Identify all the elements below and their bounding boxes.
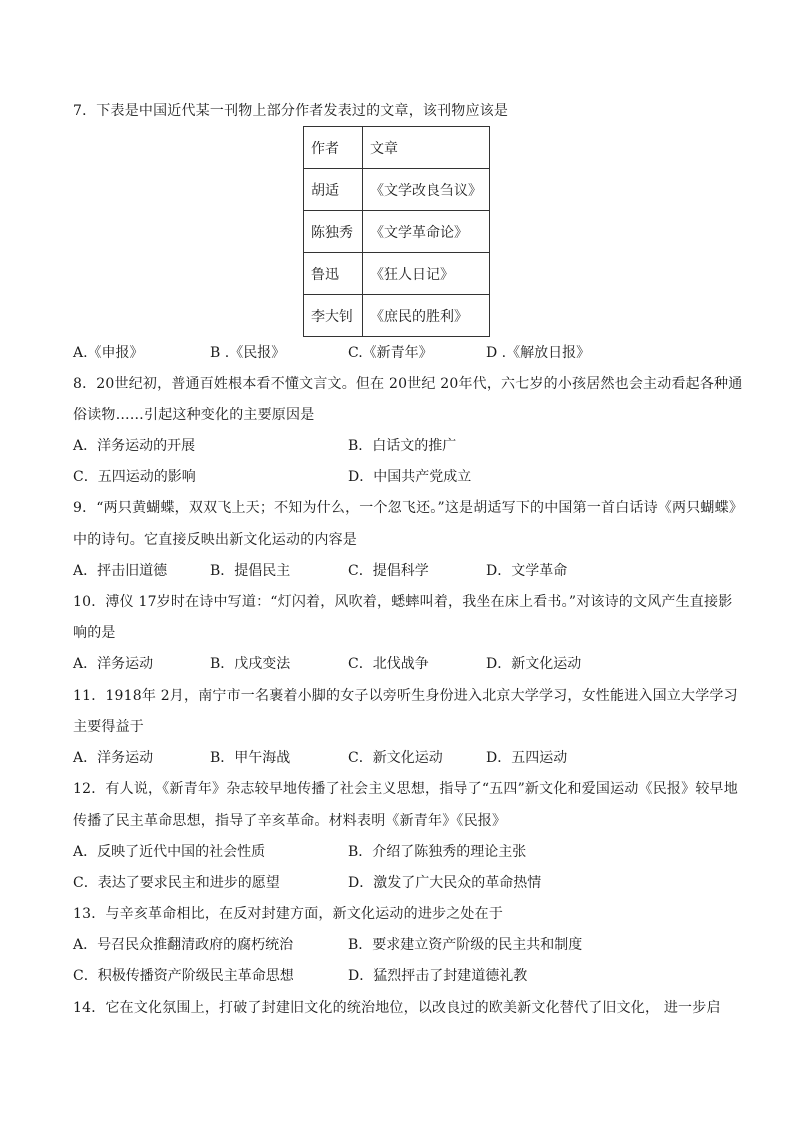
table-row bbox=[304, 295, 490, 337]
table-row bbox=[304, 253, 490, 295]
q8-option-d: D．中国共产党成立 bbox=[348, 469, 472, 485]
table-header-author: 作者 bbox=[304, 127, 363, 169]
question-8-stem-line-2: 俗读物……引起这种变化的主要原因是 bbox=[73, 407, 315, 423]
q12-option-c: C．表达了要求民主和进步的愿望 bbox=[73, 875, 280, 891]
question-7-stem: 7．下表是中国近代某一刊物上部分作者发表过的文章，该刊物应该是 bbox=[73, 103, 509, 119]
q13-option-d: D．猛烈抨击了封建道德礼教 bbox=[348, 968, 528, 984]
q9-option-c: C．提倡科学 bbox=[348, 563, 429, 579]
q11-option-c: C．新文化运动 bbox=[348, 750, 443, 766]
table-cell-author: 鲁迅 bbox=[304, 253, 363, 295]
q13-option-c: C．积极传播资产阶级民主革命思想 bbox=[73, 968, 294, 984]
q9-option-d: D．文学革命 bbox=[486, 563, 568, 579]
table-cell-author: 李大钊 bbox=[304, 295, 363, 337]
table-cell-author: 胡适 bbox=[304, 169, 363, 211]
question-14-stem: 14．它在文化氛围上，打破了封建旧文化的统治地位，以改良过的欧美新文化替代了旧文化， 进一步启 bbox=[73, 1000, 721, 1016]
table-header-row bbox=[304, 127, 490, 169]
q11-option-d: D．五四运动 bbox=[486, 750, 568, 766]
q10-option-a: A．洋务运动 bbox=[73, 656, 154, 672]
q11-option-b: B．甲午海战 bbox=[210, 750, 291, 766]
question-9-stem-line-2: 中的诗句。它直接反映出新文化运动的内容是 bbox=[73, 532, 357, 548]
q12-option-a: A．反映了近代中国的社会性质 bbox=[73, 844, 266, 860]
q8-option-c: C．五四运动的影响 bbox=[73, 469, 196, 485]
question-12-stem-line-2: 传播了民主革命思想，指导了辛亥革命。材料表明《新青年》《民报》 bbox=[73, 813, 507, 829]
table-cell-article: 《庶民的胜利》 bbox=[363, 295, 490, 337]
q13-option-a: A．号召民众推翻清政府的腐朽统治 bbox=[73, 937, 294, 953]
question-10-stem-line-1: 10．溥仪 17岁时在诗中写道：“灯闪着，风吹着，蟋蟀叫着，我坐在床上看书。”对该诗的文风产生直接影 bbox=[73, 594, 733, 610]
q8-option-a: A．洋务运动的开展 bbox=[73, 438, 196, 454]
question-8-stem-line-1: 8．20世纪初，普通百姓根本看不懂文言文。但在 20世纪 20年代，六七岁的小孩居然也会主动看起各种通 bbox=[73, 376, 743, 392]
question-9-stem-line-1: 9．“两只黄蝴蝶，双双飞上天；不知为什么，一个忽飞还。”这是胡适写下的中国第一首白话诗《两只蝴蝶》 bbox=[73, 500, 744, 516]
table-row bbox=[304, 211, 490, 253]
q7-option-a: A.《申报》 bbox=[73, 345, 144, 361]
q9-option-a: A．抨击旧道德 bbox=[73, 563, 168, 579]
q7-option-c: C.《新青年》 bbox=[348, 345, 433, 361]
table-row bbox=[304, 169, 490, 211]
q11-option-a: A．洋务运动 bbox=[73, 750, 154, 766]
q7-option-d: D .《解放日报》 bbox=[486, 345, 591, 361]
q7-option-b: B .《民报》 bbox=[210, 345, 286, 361]
table-cell-article: 《狂人日记》 bbox=[363, 253, 490, 295]
q10-option-b: B．戊戌变法 bbox=[210, 656, 291, 672]
table-cell-author: 陈独秀 bbox=[304, 211, 363, 253]
q13-option-b: B．要求建立资产阶级的民主共和制度 bbox=[348, 937, 583, 953]
table-header-article: 文章 bbox=[363, 127, 490, 169]
q12-option-b: B．介绍了陈独秀的理论主张 bbox=[348, 844, 527, 860]
question-12-stem-line-1: 12．有人说，《新青年》杂志较早地传播了社会主义思想，指导了“五四”新文化和爱国运动《民报》较早地 bbox=[73, 781, 738, 797]
q10-option-c: C．北伐战争 bbox=[348, 656, 429, 672]
question-11-stem-line-2: 主要得益于 bbox=[73, 719, 144, 735]
table-cell-article: 《文学改良刍议》 bbox=[363, 169, 490, 211]
authors-articles-table bbox=[303, 126, 490, 337]
q9-option-b: B．提倡民主 bbox=[210, 563, 291, 579]
q10-option-d: D．新文化运动 bbox=[486, 656, 582, 672]
question-10-stem-line-2: 响的是 bbox=[73, 625, 116, 641]
question-11-stem-line-1: 11．1918年 2月，南宁市一名裹着小脚的女子以旁听生身份进入北京大学学习，女性能进入国立大学学习 bbox=[73, 688, 738, 704]
q8-option-b: B．白话文的推广 bbox=[348, 438, 457, 454]
question-13-stem: 13．与辛亥革命相比，在反对封建方面，新文化运动的进步之处在于 bbox=[73, 906, 504, 922]
table-cell-article: 《文学革命论》 bbox=[363, 211, 490, 253]
q12-option-d: D．激发了广大民众的革命热情 bbox=[348, 875, 542, 891]
